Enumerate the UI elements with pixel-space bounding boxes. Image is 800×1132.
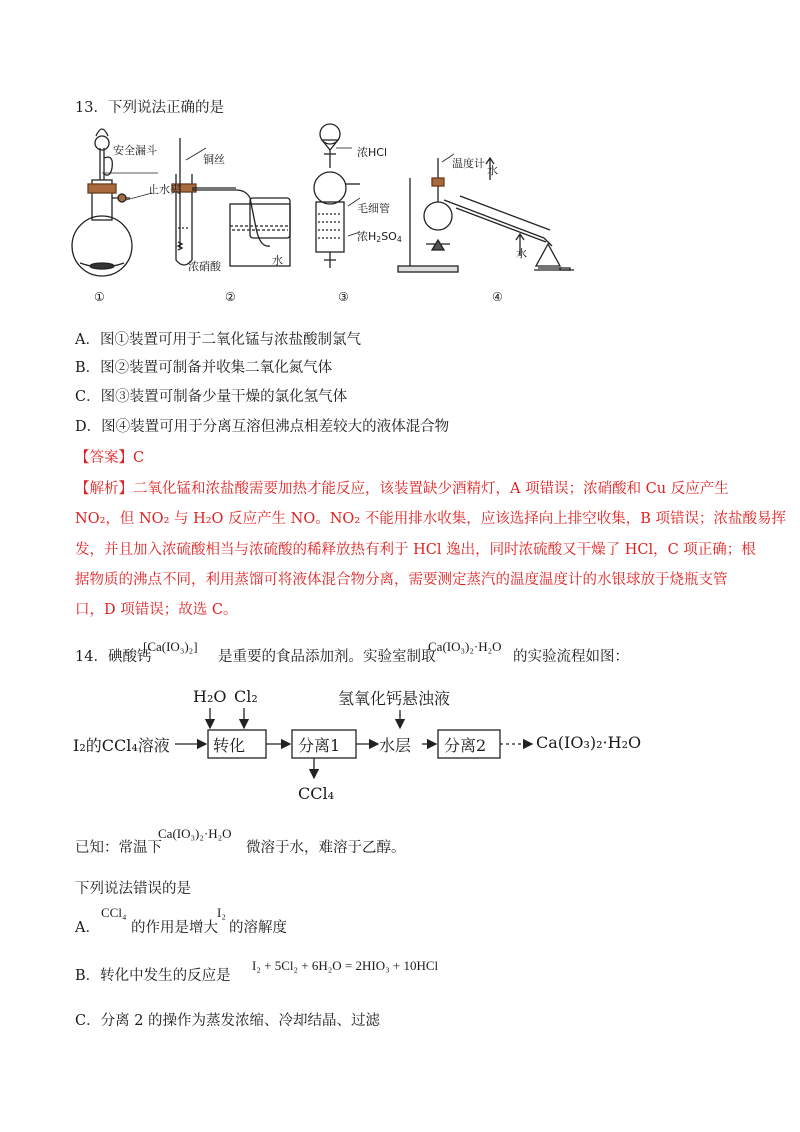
label-conc-hcl: 浓HCl: [357, 146, 388, 159]
q13-option-a: A．图①装置可用于二氧化锰与浓盐酸制氯气: [75, 332, 361, 348]
label-water-out: 水: [487, 164, 498, 177]
flow-output-ccl4: CCl₄: [298, 784, 335, 803]
fig-number-4: ④: [492, 290, 503, 304]
flow-box-separation-2-label: 分离2: [444, 736, 487, 755]
label-safety-funnel: 安全漏斗: [113, 144, 157, 157]
label-water-in: 水: [516, 247, 527, 260]
q13-option-b: B．图②装置可制备并收集二氧化氮气体: [75, 360, 333, 376]
q14-stem-b: 是重要的食品添加剂。实验室制取: [218, 649, 436, 665]
flow-reagent-water: H₂O: [193, 687, 227, 706]
q13-option-d: D．图④装置可用于分离互溶但沸点相差较大的液体混合物: [75, 419, 450, 435]
q13-analysis-line-5: 口，D 项错误；故选 C。: [75, 602, 238, 618]
flow-product: Ca(IO₃)₂·H₂O: [536, 733, 642, 752]
q14-stem-formula: [Ca(IO₃)₂]: [143, 639, 198, 654]
q14-option-b-prefix: B．转化中发生的反应是: [75, 968, 231, 984]
q14-sub-stem: 下列说法错误的是: [75, 881, 191, 897]
q13-stem: 13．下列说法正确的是: [75, 100, 224, 116]
fig-number-1: ①: [94, 290, 105, 304]
flow-box-conversion-label: 转化: [213, 736, 246, 755]
q14-option-a-prefix: A．: [75, 920, 100, 936]
q14-known-b: 微溶于水，难溶于乙醇。: [246, 840, 406, 856]
q14-stem-c: 的实验流程如图：: [513, 649, 629, 665]
apparatus-2: [172, 138, 290, 266]
flow-box-separation-1-label: 分离1: [298, 736, 341, 755]
apparatus-3: [314, 124, 360, 268]
flow-reagent-calcium-hydroxide: 氢氧化钙悬浊液: [338, 689, 451, 708]
flow-reagent-cl2: Cl₂: [234, 687, 258, 706]
label-water-fig2: 水: [272, 254, 283, 267]
flow-start: I₂的CCl₄溶液: [73, 736, 170, 755]
label-copper-wire: 铜丝: [203, 153, 225, 166]
q14-stem-a: 14．碘酸钙: [75, 649, 152, 665]
q14-known-a: 已知：常温下: [75, 840, 162, 856]
label-conc-nitric: 浓硝酸: [188, 260, 221, 273]
q14-option-a-formula-2: I₂: [217, 905, 226, 920]
q14-known-formula: Ca(IO₃)₂·H₂O: [158, 826, 232, 841]
q14-option-a-formula-1: CCl₄: [101, 905, 127, 920]
apparatus-4: [398, 154, 574, 272]
q13-answer: 【答案】C: [75, 450, 145, 466]
fig-number-3: ③: [338, 290, 349, 304]
label-capillary: 毛细管: [357, 202, 390, 215]
fig-number-2: ②: [225, 290, 236, 304]
q14-option-a-suffix: 的溶解度: [229, 920, 287, 936]
q13-analysis-line-4: 据物质的沸点不同，利用蒸馏可将液体混合物分离，需要测定蒸汽的温度温度计的水银球放于烧瓶支管: [75, 572, 728, 588]
q14-stem-formula-2: Ca(IO₃)₂·H₂O: [428, 639, 502, 654]
flow-water-layer: 水层: [379, 736, 412, 755]
q13-analysis-line-2: NO₂，但 NO₂ 与 H₂O 反应产生 NO。NO₂ 不能用排水收集，应该选择向上排空收集，B 项错误；浓盐酸易挥: [75, 511, 786, 527]
label-conc-h2so4: 浓$H_2SO_4$: [357, 230, 402, 244]
label-thermometer: 温度计: [452, 157, 485, 170]
q13-option-c: C．图③装置可制备少量干燥的氯化氢气体: [75, 389, 348, 405]
q13-analysis-line-3: 发，并且加入浓硫酸相当与浓硫酸的稀释放热有利于 HCl 逸出，同时浓硫酸又干燥了 HCl，C 项正确；根: [75, 542, 756, 558]
q13-analysis-line-1: 【解析】二氧化锰和浓盐酸需要加热才能反应，该装置缺少酒精灯，A 项错误；浓硝酸和 Cu 反应产生: [75, 481, 729, 497]
q14-option-c: C．分离 2 的操作为蒸发浓缩、冷却结晶、过滤: [75, 1013, 381, 1029]
q14-option-b-equation: I₂ + 5Cl₂ + 6H₂O = 2HIO₃ + 10HCl: [252, 958, 439, 973]
label-clamp: 止水夹: [148, 183, 181, 196]
q14-option-a-middle: 的作用是增大: [131, 920, 218, 936]
